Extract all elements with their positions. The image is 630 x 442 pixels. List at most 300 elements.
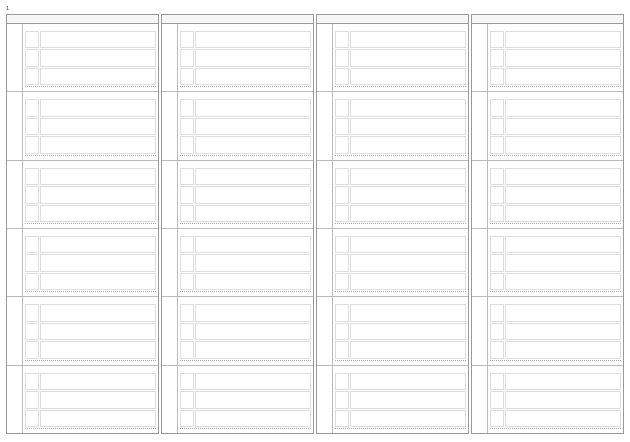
- subtable-label-cell: [180, 373, 194, 390]
- item-title: [25, 25, 156, 30]
- item-title: [490, 162, 621, 167]
- item-title: [490, 298, 621, 303]
- row-content: [488, 366, 623, 433]
- subtable-text-cell: [505, 273, 621, 290]
- subtable-label-cell: [490, 168, 504, 185]
- subtable-label-cell: [490, 205, 504, 222]
- subtable-label-cell: [25, 323, 39, 340]
- item-subtable: [180, 236, 311, 290]
- subtable-text-cell: [350, 205, 466, 222]
- dotted-divider: [25, 291, 156, 295]
- subtable-text-cell: [195, 205, 311, 222]
- subtable-text-cell: [195, 118, 311, 135]
- subtable-text-cell: [505, 341, 621, 358]
- subtable-label-cell: [25, 118, 39, 135]
- item-title: [335, 25, 466, 30]
- item-title: [490, 230, 621, 235]
- subtable-text-cell: [40, 373, 156, 390]
- item-title: [180, 25, 311, 30]
- subtable-text-cell: [350, 373, 466, 390]
- row-content: [23, 297, 158, 364]
- subtable-label-cell: [335, 186, 349, 203]
- subtable-label-cell: [335, 273, 349, 290]
- subtable-label-cell: [335, 168, 349, 185]
- subtable-text-cell: [195, 341, 311, 358]
- column-group: [316, 14, 469, 434]
- column-group-header: [317, 15, 468, 24]
- subtable-text-cell: [195, 68, 311, 85]
- subtable-label-cell: [490, 254, 504, 271]
- subtable-text-cell: [195, 323, 311, 340]
- subtable-text-cell: [195, 273, 311, 290]
- table-row: [317, 366, 468, 433]
- subtable-label-cell: [25, 410, 39, 427]
- subtable-text-cell: [350, 99, 466, 116]
- subtable-text-cell: [40, 391, 156, 408]
- table-row: [472, 92, 623, 160]
- subtable-text-cell: [195, 49, 311, 66]
- table-row: [7, 92, 158, 160]
- item-subtable: [180, 373, 311, 427]
- dotted-divider: [335, 223, 466, 227]
- table-row: [472, 366, 623, 433]
- item-title: [180, 162, 311, 167]
- item-title: [25, 298, 156, 303]
- subtable-label-cell: [335, 31, 349, 48]
- item-title: [25, 367, 156, 372]
- subtable-text-cell: [40, 273, 156, 290]
- subtable-label-cell: [180, 273, 194, 290]
- row-content: [178, 229, 313, 296]
- subtable-text-cell: [350, 323, 466, 340]
- subtable-label-cell: [490, 68, 504, 85]
- category-label: [472, 161, 488, 228]
- item-subtable: [335, 168, 466, 222]
- column-group: [471, 14, 624, 434]
- dotted-divider: [335, 428, 466, 432]
- item-subtable: [25, 168, 156, 222]
- dotted-divider: [335, 155, 466, 159]
- subtable-label-cell: [25, 68, 39, 85]
- subtable-text-cell: [195, 168, 311, 185]
- item-title: [490, 93, 621, 98]
- row-list: [7, 24, 158, 433]
- table-row: [162, 229, 313, 297]
- item-subtable: [25, 304, 156, 358]
- subtable-text-cell: [505, 304, 621, 321]
- row-content: [178, 161, 313, 228]
- item-subtable: [490, 168, 621, 222]
- subtable-text-cell: [195, 410, 311, 427]
- row-content: [333, 229, 468, 296]
- subtable-text-cell: [40, 341, 156, 358]
- subtable-label-cell: [490, 99, 504, 116]
- subtable-label-cell: [490, 341, 504, 358]
- subtable-label-cell: [335, 68, 349, 85]
- subtable-text-cell: [505, 391, 621, 408]
- item-title: [335, 367, 466, 372]
- subtable-text-cell: [195, 99, 311, 116]
- item-title: [490, 367, 621, 372]
- dotted-divider: [180, 360, 311, 364]
- subtable-label-cell: [180, 99, 194, 116]
- item-subtable: [490, 31, 621, 85]
- subtable-label-cell: [180, 391, 194, 408]
- item-title: [180, 93, 311, 98]
- table-row: [317, 24, 468, 92]
- dotted-divider: [25, 428, 156, 432]
- subtable-text-cell: [40, 236, 156, 253]
- dotted-divider: [180, 155, 311, 159]
- row-content: [333, 161, 468, 228]
- subtable-text-cell: [350, 273, 466, 290]
- subtable-text-cell: [350, 68, 466, 85]
- item-title: [335, 298, 466, 303]
- category-label: [317, 366, 333, 433]
- row-content: [488, 161, 623, 228]
- row-list: [317, 24, 468, 433]
- table-row: [162, 92, 313, 160]
- subtable-label-cell: [335, 136, 349, 153]
- dotted-divider: [490, 360, 621, 364]
- dotted-divider: [490, 155, 621, 159]
- subtable-text-cell: [195, 373, 311, 390]
- subtable-label-cell: [180, 186, 194, 203]
- subtable-text-cell: [350, 118, 466, 135]
- item-title: [335, 93, 466, 98]
- row-content: [488, 92, 623, 159]
- subtable-text-cell: [350, 168, 466, 185]
- subtable-text-cell: [350, 254, 466, 271]
- subtable-text-cell: [40, 323, 156, 340]
- subtable-label-cell: [25, 49, 39, 66]
- subtable-label-cell: [25, 254, 39, 271]
- subtable-text-cell: [350, 236, 466, 253]
- table-row: [472, 161, 623, 229]
- dotted-divider: [25, 86, 156, 90]
- category-label: [317, 161, 333, 228]
- subtable-text-cell: [40, 136, 156, 153]
- subtable-text-cell: [505, 168, 621, 185]
- subtable-text-cell: [350, 410, 466, 427]
- row-content: [178, 366, 313, 433]
- dotted-divider: [335, 360, 466, 364]
- subtable-text-cell: [195, 31, 311, 48]
- category-label: [162, 366, 178, 433]
- subtable-text-cell: [350, 136, 466, 153]
- subtable-text-cell: [40, 205, 156, 222]
- category-label: [317, 24, 333, 91]
- category-label: [472, 366, 488, 433]
- subtable-label-cell: [25, 186, 39, 203]
- subtable-label-cell: [490, 136, 504, 153]
- subtable-label-cell: [490, 391, 504, 408]
- table-row: [472, 297, 623, 365]
- dotted-divider: [490, 428, 621, 432]
- subtable-label-cell: [335, 205, 349, 222]
- subtable-label-cell: [180, 49, 194, 66]
- subtable-label-cell: [490, 373, 504, 390]
- subtable-text-cell: [40, 254, 156, 271]
- subtable-text-cell: [350, 341, 466, 358]
- row-content: [23, 161, 158, 228]
- subtable-label-cell: [25, 31, 39, 48]
- item-subtable: [25, 99, 156, 153]
- subtable-label-cell: [25, 373, 39, 390]
- row-content: [178, 92, 313, 159]
- dotted-divider: [25, 360, 156, 364]
- subtable-label-cell: [180, 136, 194, 153]
- subtable-text-cell: [505, 236, 621, 253]
- subtable-label-cell: [180, 168, 194, 185]
- item-subtable: [180, 31, 311, 85]
- category-label: [472, 297, 488, 364]
- subtable-text-cell: [40, 168, 156, 185]
- category-label: [472, 92, 488, 159]
- subtable-text-cell: [40, 99, 156, 116]
- item-subtable: [25, 236, 156, 290]
- table-row: [162, 161, 313, 229]
- subtable-text-cell: [505, 323, 621, 340]
- subtable-label-cell: [335, 373, 349, 390]
- subtable-text-cell: [350, 391, 466, 408]
- subtable-text-cell: [505, 410, 621, 427]
- subtable-text-cell: [40, 118, 156, 135]
- subtable-text-cell: [505, 254, 621, 271]
- subtable-label-cell: [25, 304, 39, 321]
- subtable-text-cell: [350, 31, 466, 48]
- subtable-label-cell: [490, 236, 504, 253]
- row-list: [162, 24, 313, 433]
- item-title: [25, 230, 156, 235]
- subtable-text-cell: [40, 68, 156, 85]
- item-subtable: [335, 31, 466, 85]
- category-label: [7, 229, 23, 296]
- row-content: [488, 229, 623, 296]
- row-content: [488, 24, 623, 91]
- subtable-label-cell: [490, 273, 504, 290]
- category-label: [162, 229, 178, 296]
- subtable-text-cell: [505, 136, 621, 153]
- category-label: [317, 92, 333, 159]
- item-title: [25, 93, 156, 98]
- subtable-label-cell: [180, 68, 194, 85]
- category-label: [7, 24, 23, 91]
- subtable-label-cell: [490, 186, 504, 203]
- table-row: [7, 24, 158, 92]
- subtable-label-cell: [25, 99, 39, 116]
- category-label: [7, 92, 23, 159]
- item-subtable: [335, 304, 466, 358]
- subtable-text-cell: [350, 304, 466, 321]
- table-row: [317, 92, 468, 160]
- table-row: [162, 366, 313, 433]
- subtable-label-cell: [25, 205, 39, 222]
- item-subtable: [490, 304, 621, 358]
- subtable-text-cell: [40, 304, 156, 321]
- table-row: [162, 24, 313, 92]
- item-subtable: [335, 99, 466, 153]
- row-content: [178, 297, 313, 364]
- category-label: [472, 24, 488, 91]
- subtable-label-cell: [180, 254, 194, 271]
- subtable-label-cell: [335, 391, 349, 408]
- subtable-text-cell: [505, 31, 621, 48]
- subtable-label-cell: [180, 205, 194, 222]
- subtable-text-cell: [40, 31, 156, 48]
- subtable-label-cell: [335, 304, 349, 321]
- item-title: [25, 162, 156, 167]
- column-group-header: [472, 15, 623, 24]
- dotted-divider: [180, 291, 311, 295]
- category-label: [7, 366, 23, 433]
- evaluation-grid: [6, 14, 624, 434]
- item-subtable: [335, 236, 466, 290]
- subtable-label-cell: [180, 304, 194, 321]
- table-row: [7, 229, 158, 297]
- row-content: [333, 24, 468, 91]
- subtable-text-cell: [40, 186, 156, 203]
- subtable-text-cell: [505, 373, 621, 390]
- category-label: [162, 92, 178, 159]
- subtable-label-cell: [490, 410, 504, 427]
- table-row: [472, 24, 623, 92]
- subtable-text-cell: [40, 49, 156, 66]
- dotted-divider: [490, 223, 621, 227]
- subtable-label-cell: [335, 99, 349, 116]
- table-row: [317, 297, 468, 365]
- table-row: [7, 161, 158, 229]
- subtable-label-cell: [180, 410, 194, 427]
- subtable-text-cell: [195, 236, 311, 253]
- subtable-label-cell: [180, 236, 194, 253]
- subtable-text-cell: [505, 68, 621, 85]
- row-content: [488, 297, 623, 364]
- subtable-label-cell: [335, 49, 349, 66]
- subtable-label-cell: [25, 168, 39, 185]
- subtable-label-cell: [335, 236, 349, 253]
- subtable-text-cell: [195, 186, 311, 203]
- item-subtable: [335, 373, 466, 427]
- subtable-label-cell: [25, 236, 39, 253]
- row-content: [333, 92, 468, 159]
- item-title: [490, 25, 621, 30]
- subtable-text-cell: [505, 205, 621, 222]
- subtable-text-cell: [195, 136, 311, 153]
- column-group-header: [7, 15, 158, 24]
- row-content: [178, 24, 313, 91]
- subtable-label-cell: [25, 341, 39, 358]
- subtable-label-cell: [490, 49, 504, 66]
- column-group: [161, 14, 314, 434]
- item-subtable: [25, 31, 156, 85]
- item-subtable: [490, 99, 621, 153]
- dotted-divider: [180, 428, 311, 432]
- subtable-label-cell: [335, 254, 349, 271]
- subtable-label-cell: [490, 323, 504, 340]
- subtable-label-cell: [25, 391, 39, 408]
- column-group-header: [162, 15, 313, 24]
- item-subtable: [180, 304, 311, 358]
- subtable-label-cell: [490, 118, 504, 135]
- subtable-label-cell: [335, 118, 349, 135]
- category-label: [7, 161, 23, 228]
- subtable-label-cell: [490, 304, 504, 321]
- item-subtable: [180, 168, 311, 222]
- dotted-divider: [335, 291, 466, 295]
- row-content: [23, 229, 158, 296]
- row-content: [333, 366, 468, 433]
- dotted-divider: [490, 86, 621, 90]
- subtable-label-cell: [335, 410, 349, 427]
- dotted-divider: [25, 223, 156, 227]
- category-label: [317, 297, 333, 364]
- dotted-divider: [180, 223, 311, 227]
- table-row: [7, 297, 158, 365]
- category-label: [317, 229, 333, 296]
- dotted-divider: [180, 86, 311, 90]
- subtable-text-cell: [505, 99, 621, 116]
- item-title: [180, 230, 311, 235]
- item-subtable: [490, 236, 621, 290]
- subtable-text-cell: [505, 186, 621, 203]
- subtable-text-cell: [350, 49, 466, 66]
- row-content: [23, 366, 158, 433]
- subtable-label-cell: [490, 31, 504, 48]
- subtable-label-cell: [335, 341, 349, 358]
- subtable-label-cell: [180, 323, 194, 340]
- item-title: [335, 162, 466, 167]
- category-label: [162, 161, 178, 228]
- page-marker: 1: [6, 6, 10, 12]
- item-subtable: [180, 99, 311, 153]
- subtable-label-cell: [180, 118, 194, 135]
- row-content: [23, 24, 158, 91]
- subtable-text-cell: [195, 254, 311, 271]
- subtable-label-cell: [25, 136, 39, 153]
- item-subtable: [25, 373, 156, 427]
- category-label: [472, 229, 488, 296]
- subtable-text-cell: [195, 304, 311, 321]
- table-row: [317, 229, 468, 297]
- category-label: [7, 297, 23, 364]
- subtable-text-cell: [505, 118, 621, 135]
- subtable-label-cell: [25, 273, 39, 290]
- subtable-label-cell: [335, 323, 349, 340]
- row-content: [333, 297, 468, 364]
- item-title: [180, 367, 311, 372]
- subtable-label-cell: [180, 341, 194, 358]
- item-title: [180, 298, 311, 303]
- subtable-text-cell: [195, 391, 311, 408]
- row-list: [472, 24, 623, 433]
- table-row: [7, 366, 158, 433]
- subtable-label-cell: [180, 31, 194, 48]
- category-label: [162, 297, 178, 364]
- dotted-divider: [490, 291, 621, 295]
- item-subtable: [490, 373, 621, 427]
- row-content: [23, 92, 158, 159]
- subtable-text-cell: [350, 186, 466, 203]
- subtable-text-cell: [40, 410, 156, 427]
- category-label: [162, 24, 178, 91]
- table-row: [317, 161, 468, 229]
- table-row: [162, 297, 313, 365]
- dotted-divider: [25, 155, 156, 159]
- table-row: [472, 229, 623, 297]
- column-group: [6, 14, 159, 434]
- dotted-divider: [335, 86, 466, 90]
